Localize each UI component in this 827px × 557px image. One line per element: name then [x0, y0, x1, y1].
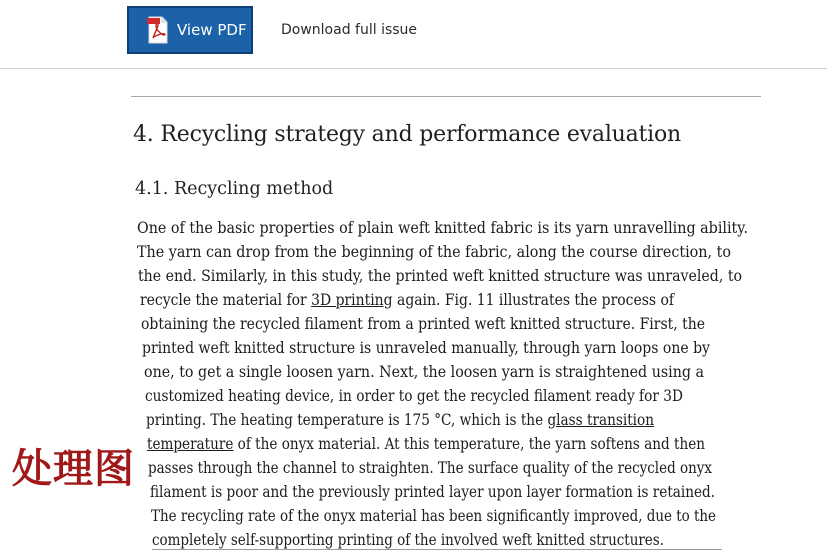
paragraph-line: one, to get a single loosen yarn. Next, the loosen yarn is straightened using a	[144, 363, 705, 381]
paragraph-line: One of the basic properties of plain weft knitted fabric is its yarn unravelling ability.	[137, 219, 749, 237]
paragraph-line: The recycling rate of the onyx material has been significantly improved, due to the	[151, 507, 716, 525]
paragraph-line: completely self-supporting printing of the involved weft knitted structures.	[152, 531, 664, 549]
paragraph-line: printed weft knitted structure is unraveled manually, through yarn loops one by	[142, 339, 710, 357]
paragraph-line: recycle the material for 3D printing again. Fig. 11 illustrates the process of	[140, 291, 674, 309]
paragraph-line: the end. Similarly, in this study, the printed weft knitted structure was unraveled, to	[138, 267, 743, 285]
paragraph-line: obtaining the recycled filament from a printed weft knitted structure. First, the	[141, 315, 706, 333]
subsection-heading: 4.1. Recycling method	[135, 179, 334, 199]
inline-term-link[interactable]: glass transition	[547, 411, 655, 429]
view-pdf-label: View PDF	[177, 21, 247, 39]
inline-term-link[interactable]: 3D printing	[311, 291, 393, 309]
watermark-stamp: 处理图	[12, 446, 135, 492]
paragraph-line: filament is poor and the previously printed layer upon layer formation is retained.	[150, 483, 716, 501]
paragraph-line: printing. The heating temperature is 175 °C, which is the glass transition	[146, 411, 655, 429]
divider-bottom	[152, 549, 722, 550]
paragraph-line: temperature of the onyx material. At this temperature, the yarn softens and then	[147, 435, 706, 453]
inline-term-link[interactable]: temperature	[147, 435, 234, 453]
paragraph-line: passes through the channel to straighten. The surface quality of the recycled onyx	[148, 459, 712, 477]
download-full-issue-link[interactable]: Download full issue	[281, 22, 418, 38]
paragraph-line: The yarn can drop from the beginning of the fabric, along the course direction, to	[137, 243, 731, 261]
paragraph-line: customized heating device, in order to get the recycled filament ready for 3D	[145, 387, 683, 405]
section-heading: 4. Recycling strategy and performance evaluation	[133, 122, 682, 147]
